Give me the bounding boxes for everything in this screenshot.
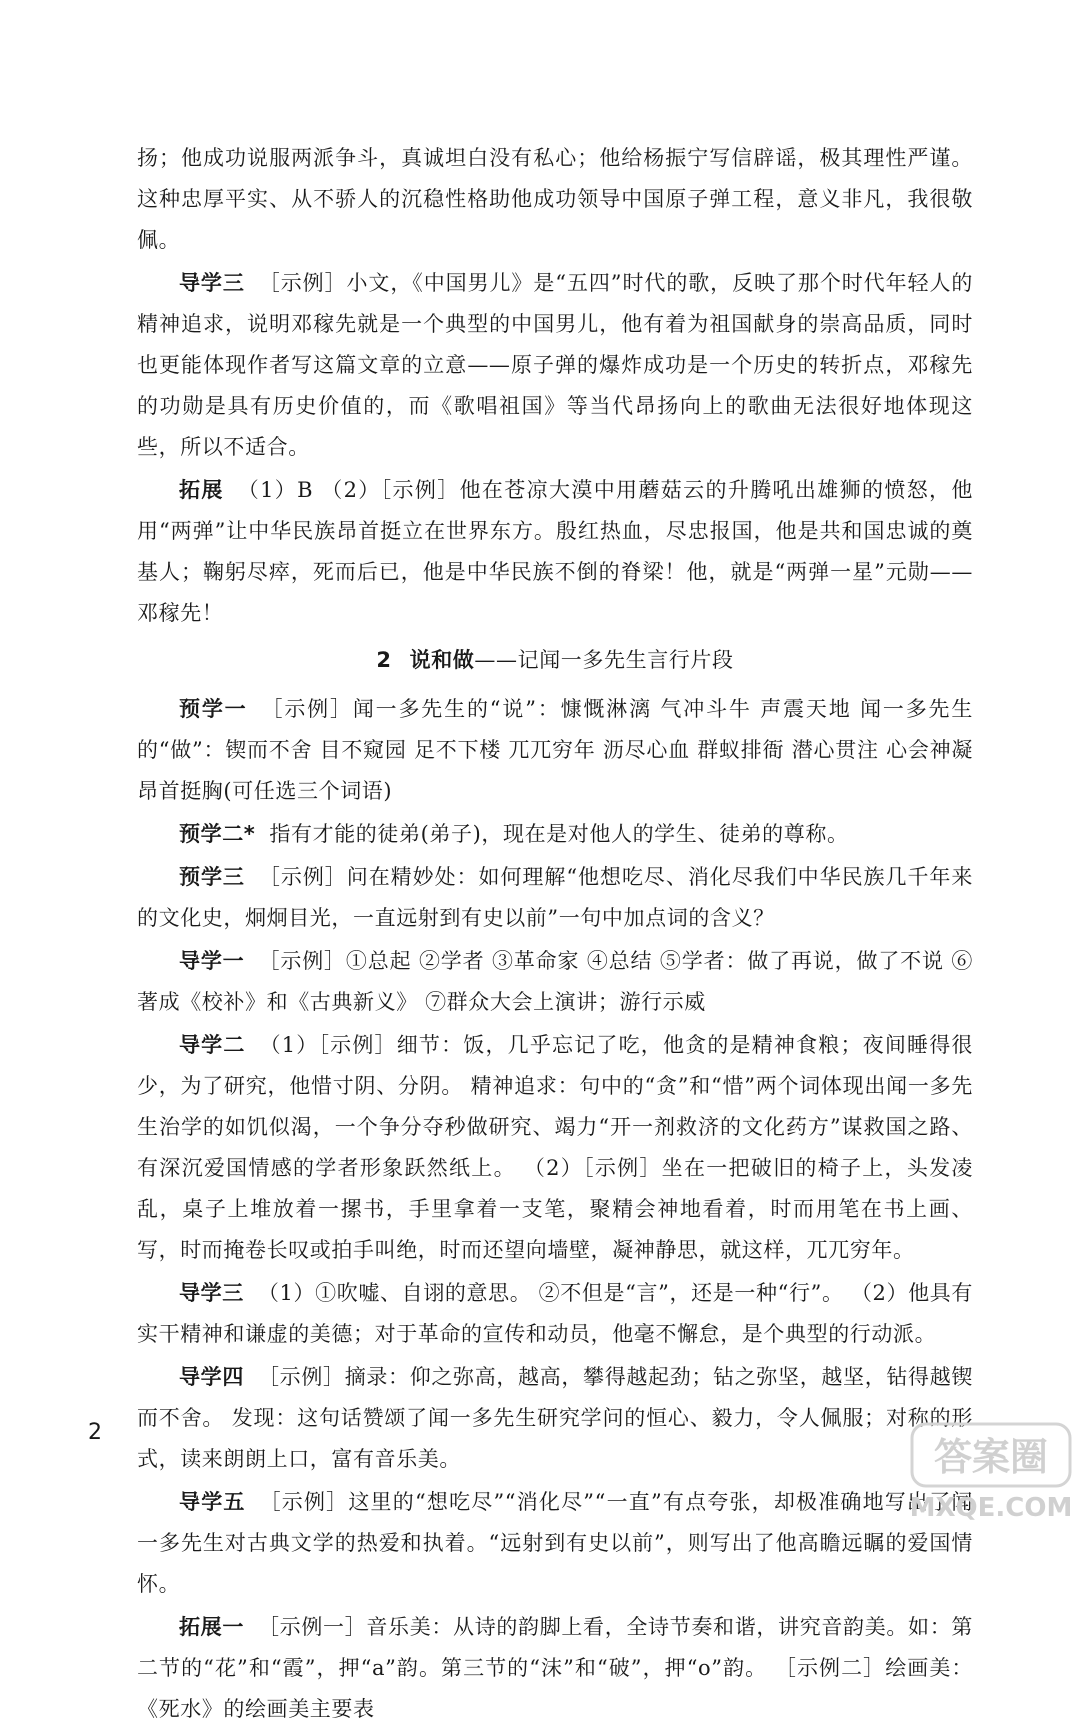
- section-title: 说和做: [409, 648, 475, 672]
- paragraph-continued: [137, 138, 973, 261]
- watermark-line2: MXQE.COM: [909, 1493, 1073, 1523]
- paragraph-tuozhan: [137, 470, 973, 634]
- paragraph-daoxue-2: [137, 1025, 973, 1271]
- paragraph-daoxue-3b: [137, 1273, 973, 1355]
- paragraph-daoxue-4: [137, 1357, 973, 1480]
- paragraph-text: （1）B （2）［示例］他在苍凉大漠中用蘑菇云的升腾吼出雄狮的愤怒，他用“两弹”让中华民族昂首挺立在世界东方。殷红热血，尽忠报国，他是共和国忠诚的奠基人；鞠躬尽瘁，死而后已，他是中华民族不倒的脊梁！他，就是“两弹一星”元勋——邓稼先！: [137, 478, 974, 625]
- paragraph-yuxue-2: [137, 814, 973, 855]
- paragraph-text: ［示例］摘录：仰之弥高，越高，攀得越起劲；钻之弥坚，越坚，钻得越锲而不舍。 发现：这句话赞颂了闻一多先生研究学问的恒心、毅力，令人佩服；对称的形式，读来朗朗上口，富有音乐美。: [137, 1365, 973, 1471]
- paragraph-tuozhan-1: [137, 1607, 973, 1730]
- page-content: [137, 138, 973, 1732]
- paragraph-label: 导学三: [179, 1281, 244, 1305]
- paragraph-text: ［示例］问在精妙处：如何理解“他想吃尽、消化尽我们中华民族几千年来的文化史，炯炯目光，一直远射到有史以前”一句中加点词的含义？: [137, 865, 973, 930]
- section-subtitle: ——记闻一多先生言行片段: [474, 648, 734, 672]
- paragraph-text: ［示例］闻一多先生的“说”：慷慨淋漓 气冲斗牛 声震天地 闻一多先生的“做”：锲而不舍 目不窥园 足不下楼 兀兀穷年 沥尽心血 群蚁排衙 潜心贯注 心会神凝 昂首挺胸(可任选三个词语): [137, 697, 973, 803]
- paragraph-daoxue-3: [137, 263, 973, 468]
- page-number: 2: [88, 1420, 102, 1445]
- paragraph-label: 导学五: [179, 1490, 246, 1514]
- paragraph-label: 拓展一: [179, 1615, 245, 1639]
- paragraph-yuxue-1: [137, 689, 973, 812]
- paragraph-text: 指有才能的徒弟(弟子)，现在是对他人的学生、徒弟的尊称。: [269, 822, 849, 846]
- watermark-logo: [906, 1416, 1076, 1526]
- paragraph-label: 导学四: [179, 1365, 245, 1389]
- paragraph-label: 预学二*: [179, 822, 256, 846]
- paragraph-text: 扬；他成功说服两派争斗，真诚坦白没有私心；他给杨振宁写信辟谣，极其理性严谨。这种忠厚平实、从不骄人的沉稳性格助他成功领导中国原子弹工程，意义非凡，我很敬佩。: [137, 146, 973, 252]
- paragraph-label: 导学一: [179, 949, 245, 973]
- paragraph-daoxue-1: [137, 941, 973, 1023]
- paragraph-label: 预学三: [179, 865, 245, 889]
- paragraph-text: ［示例］①总起 ②学者 ③革命家 ④总结 ⑤学者：做了再说，做了不说 ⑥著成《校补》和《古典新义》 ⑦群众大会上演讲；游行示威: [137, 949, 973, 1014]
- paragraph-daoxue-5: [137, 1482, 973, 1605]
- paragraph-label: 导学二: [179, 1033, 246, 1057]
- paragraph-label: 导学三: [179, 271, 245, 295]
- watermark-line1: 答案圈: [933, 1435, 1049, 1479]
- section-number: 2: [376, 648, 392, 672]
- paragraph-text: （1）［示例］细节：饭，几乎忘记了吃，他贪的是精神食粮；夜间睡得很少，为了研究，他惜寸阴、分阴。 精神追求：句中的“贪”和“惜”两个词体现出闻一多先生治学的如饥似渴，一个争分夺秒做研究、竭力“开一剂救济的文化药方”谋救国之路、有深沉爱国情感的学者形象跃然纸上。 （2）［示例］坐在一把破旧的椅子上，头发凌乱，桌子上堆放着一摞书，手里拿着一支笔，聚精会神地看着，时而用笔在书上画、写，时而掩卷长叹或拍手叫绝，时而还望向墙壁，凝神静思，就这样，兀兀穷年。: [137, 1033, 973, 1262]
- paragraph-text: ［示例］小文，《中国男儿》是“五四”时代的歌，反映了那个时代年轻人的精神追求，说明邓稼先就是一个典型的中国男儿，他有着为祖国献身的崇高品质，同时也更能体现作者写这篇文章的立意——原子弹的爆炸成功是一个历史的转折点，邓稼先的功勋是具有历史价值的，而《歌唱祖国》等当代昂扬向上的歌曲无法很好地体现这些，所以不适合。: [137, 271, 973, 459]
- paragraph-yuxue-3: [137, 857, 973, 939]
- section-heading: [137, 640, 973, 681]
- paragraph-label: 拓展: [179, 478, 224, 502]
- paragraph-label: 预学一: [179, 697, 248, 721]
- paragraph-text: ［示例一］音乐美：从诗的韵脚上看，全诗节奏和谐，讲究音韵美。如：第二节的“花”和“霞”，押“a”韵。第三节的“沫”和“破”，押“o”韵。 ［示例二］绘画美：《死水》的绘画美主要表: [137, 1615, 973, 1721]
- paragraph-text: ［示例］这里的“想吃尽”“消化尽”“一直”有点夸张，却极准确地写出了闻一多先生对古典文学的热爱和执着。“远射到有史以前”，则写出了他高瞻远瞩的爱国情怀。: [137, 1490, 973, 1596]
- paragraph-text: （1）①吹嘘、自诩的意思。 ②不但是“言”，还是一种“行”。 （2）他具有实干精神和谦虚的美德；对于革命的宣传和动员，他毫不懈怠，是个典型的行动派。: [137, 1281, 973, 1346]
